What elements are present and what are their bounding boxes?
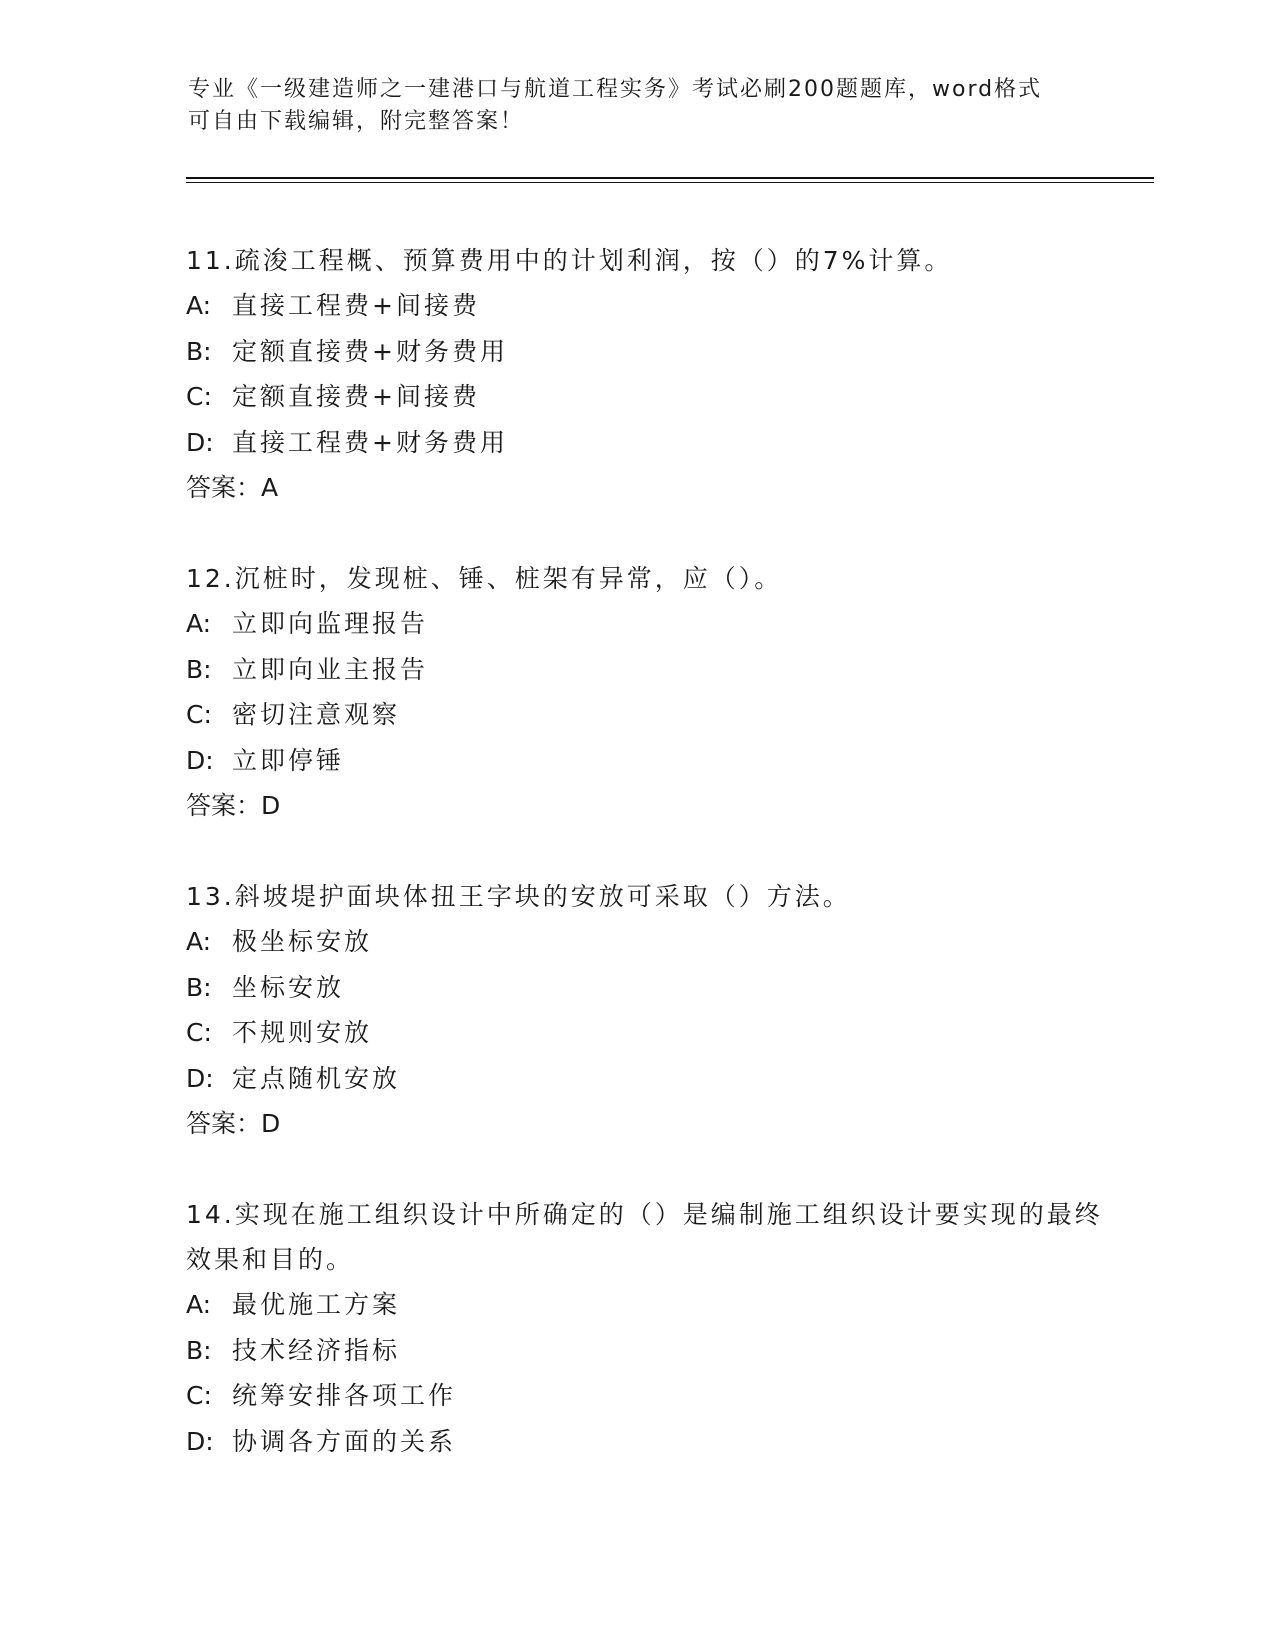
option-a (186, 283, 1126, 329)
option-c (186, 1373, 1126, 1419)
question-list (186, 238, 1126, 1510)
option-b (186, 647, 1126, 693)
option-key: C: (186, 700, 212, 729)
header-divider-thick (186, 177, 1154, 179)
option-key: B: (186, 336, 212, 366)
option-b (186, 329, 1126, 375)
option-key: C: (186, 1381, 212, 1410)
option-key: B: (186, 1335, 212, 1365)
question-13 (186, 874, 1126, 1146)
option-key: A: (186, 927, 212, 956)
answer-line: 答案：A (186, 473, 279, 502)
option-b (186, 965, 1126, 1011)
option-key: C: (186, 1018, 212, 1047)
option-text: 立即停锤 (232, 745, 345, 775)
option-c (186, 1010, 1126, 1056)
question-stem: 11.疏浚工程概、预算费用中的计划利润，按（）的7%计算。 (186, 246, 953, 275)
option-c (186, 692, 1126, 738)
option-text: 直接工程费+间接费 (232, 291, 480, 320)
option-key: A: (186, 1290, 212, 1319)
option-text: 不规则安放 (232, 1018, 373, 1047)
question-12 (186, 556, 1126, 828)
option-text: 极坐标安放 (232, 927, 373, 956)
option-d (186, 738, 1126, 784)
option-text: 密切注意观察 (232, 700, 401, 729)
header-divider-thin (186, 182, 1154, 183)
option-text: 立即向监理报告 (232, 609, 429, 638)
option-text: 技术经济指标 (232, 1335, 401, 1365)
header-line-1: 专业《一级建造师之一建港口与航道工程实务》考试必刷200题题库，word格式 (188, 77, 1043, 102)
option-d (186, 420, 1126, 466)
question-14 (186, 1192, 1126, 1464)
option-key: A: (186, 291, 212, 320)
option-text: 坐标安放 (232, 972, 345, 1002)
option-key: D: (186, 1426, 214, 1456)
option-text: 定点随机安放 (232, 1063, 401, 1093)
option-text: 立即向业主报告 (232, 654, 429, 684)
option-d (186, 1056, 1126, 1102)
option-c (186, 374, 1126, 420)
header-line-2: 可自由下载编辑，附完整答案！ (188, 109, 525, 134)
question-stem: 13.斜坡堤护面块体扭王字块的安放可采取（）方法。 (186, 882, 851, 911)
option-a (186, 919, 1126, 965)
option-key: D: (186, 427, 214, 457)
option-text: 协调各方面的关系 (232, 1426, 457, 1456)
question-stem: 12.沉桩时，发现桩、锤、桩架有异常，应（）。 (186, 564, 783, 593)
question-11 (186, 238, 1126, 510)
option-text: 定额直接费+财务费用 (232, 336, 508, 366)
option-text: 统筹安排各项工作 (232, 1381, 457, 1410)
option-key: D: (186, 1063, 214, 1093)
option-b (186, 1328, 1126, 1374)
option-a (186, 601, 1126, 647)
option-key: B: (186, 654, 212, 684)
option-key: B: (186, 972, 212, 1002)
option-key: A: (186, 609, 212, 638)
option-a (186, 1282, 1126, 1328)
answer-line: 答案：D (186, 791, 281, 820)
option-text: 直接工程费+财务费用 (232, 427, 508, 457)
option-key: C: (186, 382, 212, 411)
question-stem: 14.实现在施工组织设计中所确定的（）是编制施工组织设计要实现的最终效果和目的。 (186, 1200, 1103, 1274)
option-key: D: (186, 745, 214, 775)
option-text: 定额直接费+间接费 (232, 382, 480, 411)
answer-line: 答案：D (186, 1109, 281, 1138)
option-d (186, 1419, 1126, 1465)
option-text: 最优施工方案 (232, 1290, 401, 1319)
document-header (188, 74, 1088, 138)
